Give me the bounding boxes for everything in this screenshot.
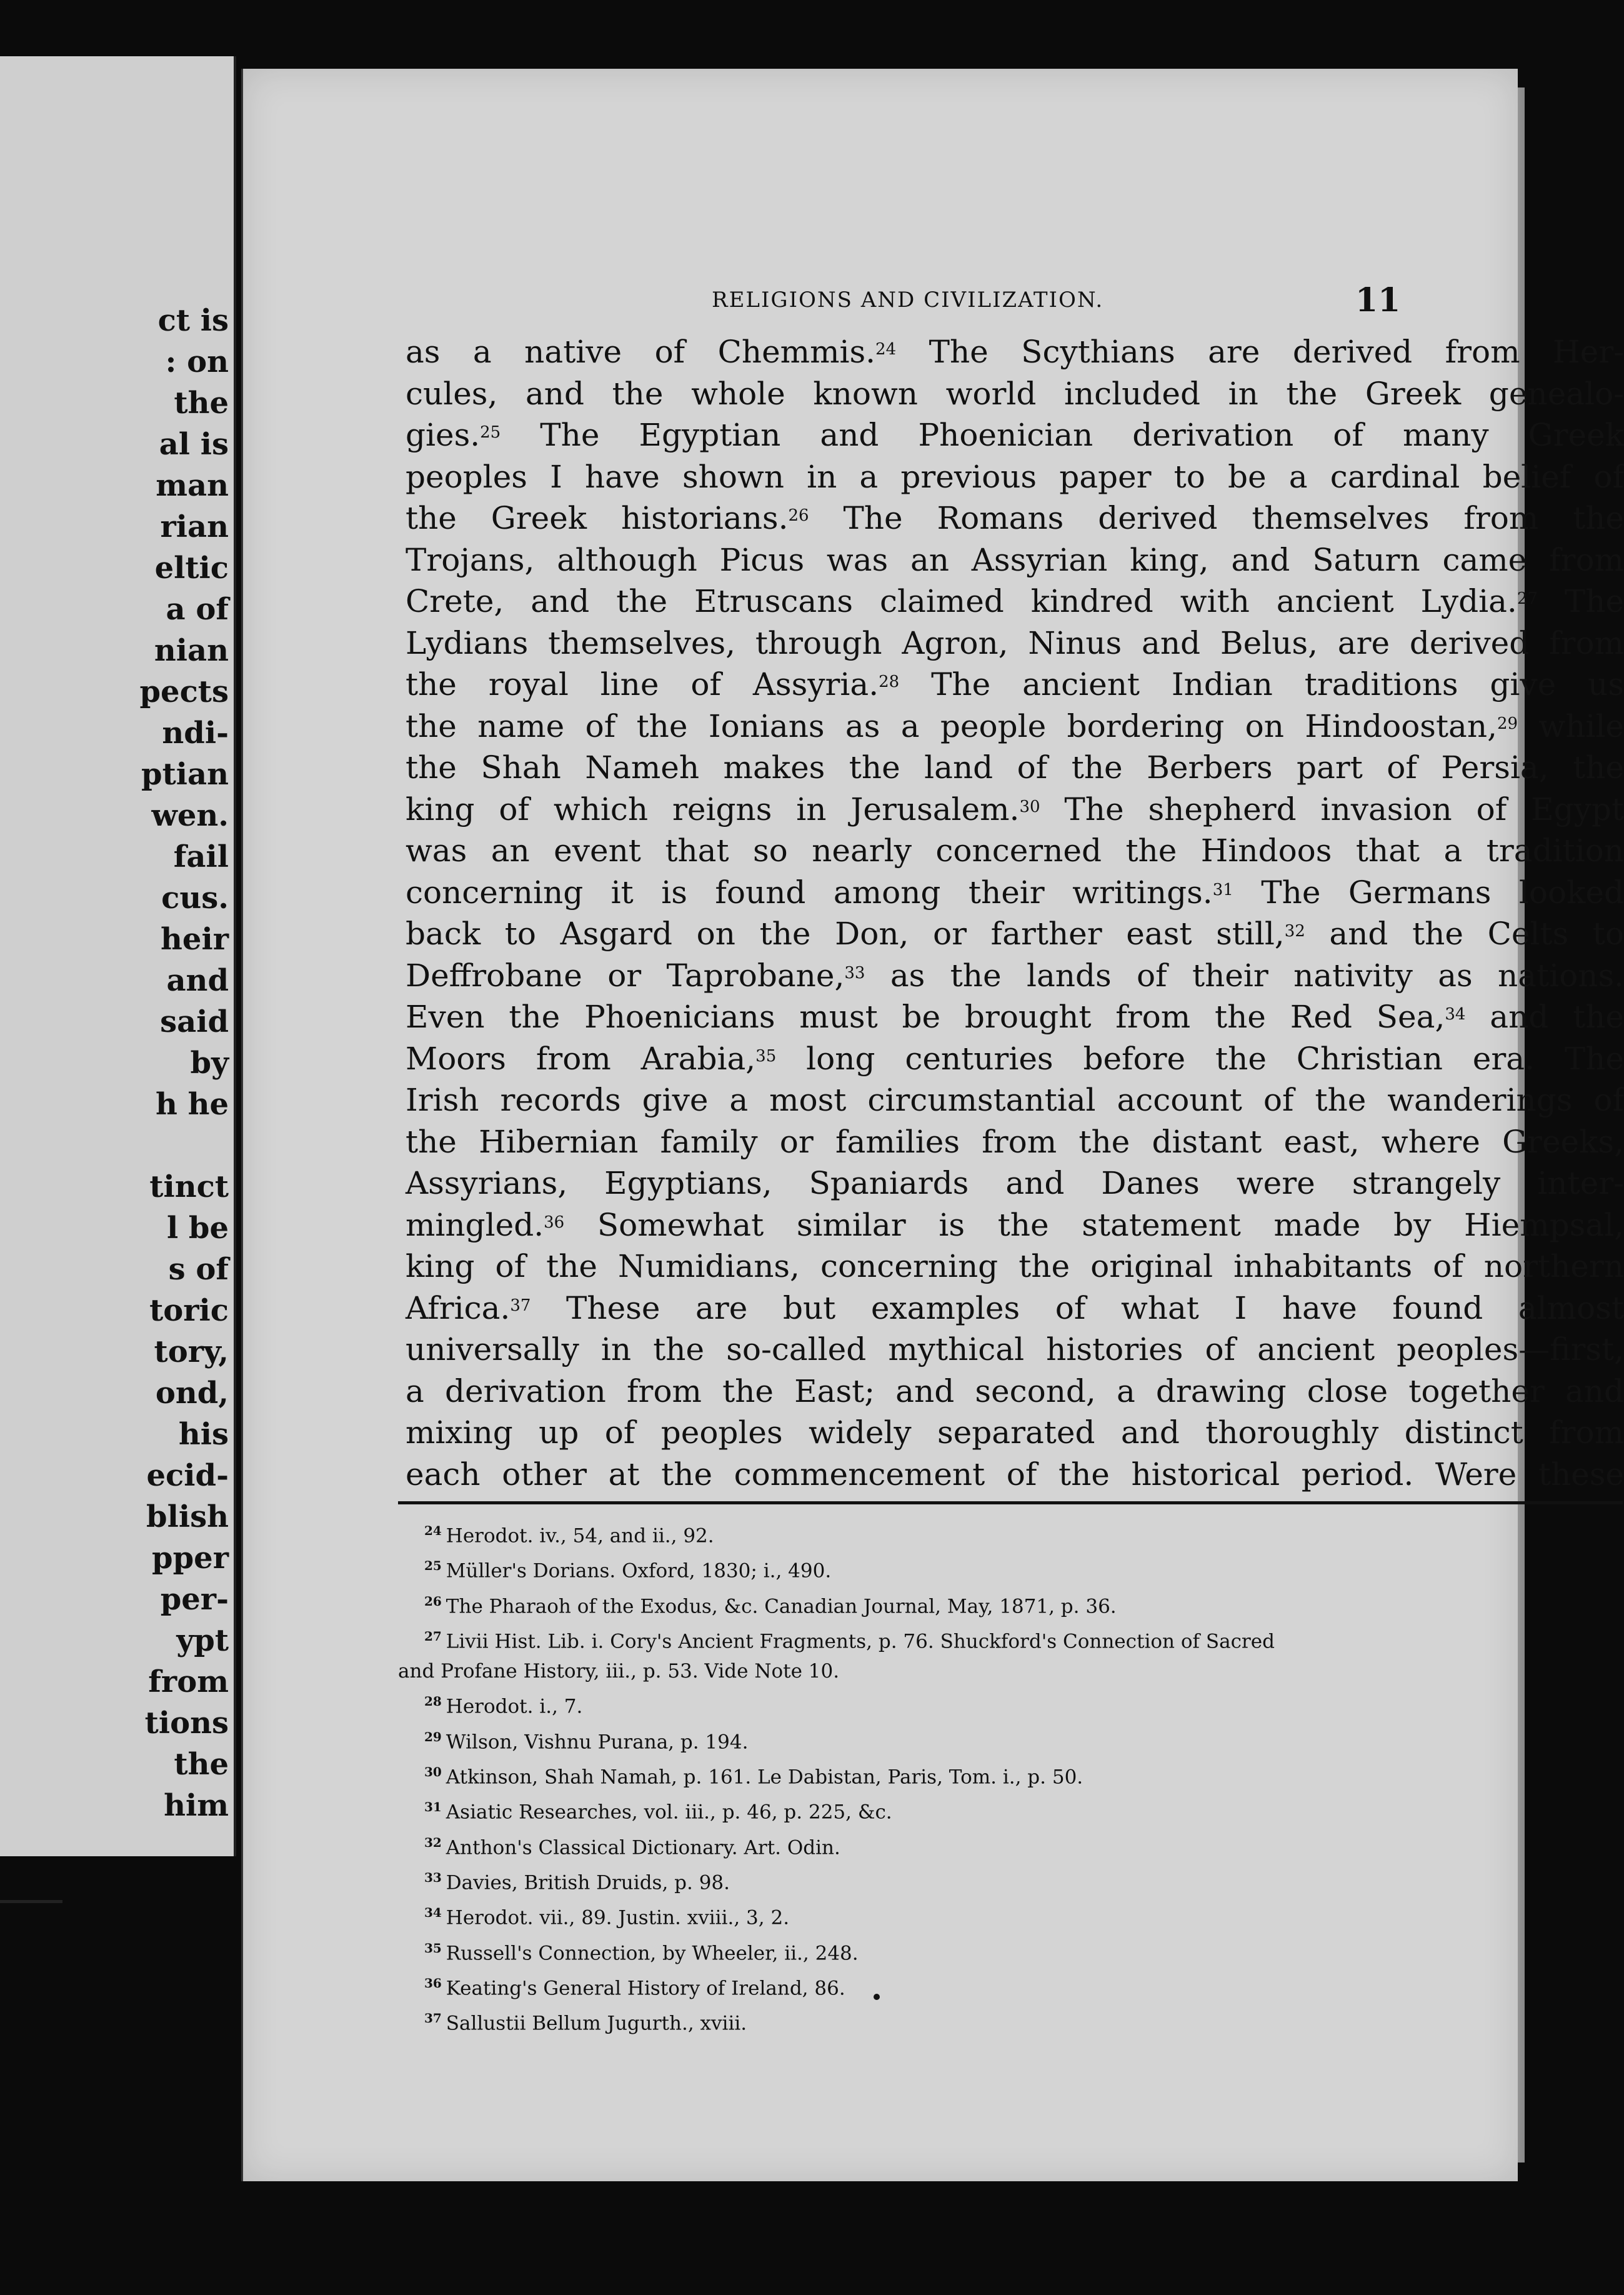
body-line: Lydians themselves, through Agron, Ninus and Belus, are derived from [406, 624, 1624, 661]
body-line: a derivation from the East; and second, a drawing close together and [406, 1372, 1624, 1409]
footnote-marker: 26 [788, 506, 809, 525]
footnote-text: The Pharaoh of the Exodus, &c. Canadian Journal, May, 1871, p. 36. [446, 1594, 1117, 1618]
left-fragment-line: : on [165, 344, 229, 379]
left-page-text-fragments [72, 300, 229, 1826]
footnote-number: 25 [424, 1558, 446, 1574]
left-fragment-line: from [148, 1664, 229, 1699]
footnote-number: 34 [424, 1905, 446, 1921]
footnote-marker: 35 [755, 1046, 777, 1066]
left-fragment-line: ypt [176, 1623, 229, 1658]
footnote [398, 1551, 1623, 1586]
left-fragment-line: him [164, 1788, 229, 1823]
footnote [398, 1898, 1623, 1932]
footnote [398, 1862, 1623, 1898]
footnote-number: 36 [424, 1975, 446, 1991]
footnote [398, 1686, 1623, 1721]
footnote [398, 1828, 1623, 1862]
footnote-number: 28 [424, 1694, 446, 1709]
left-fragment-line: nian [154, 633, 229, 668]
body-line: the name of the Ionians as a people bordering on Hindoostan,$^{29}$ while [406, 708, 1624, 744]
footnote [398, 1656, 1623, 1686]
body-line: mingled.$^{36}$ Somewhat similar is the statement made by Hiempsal, [406, 1206, 1624, 1243]
footnote-number: 29 [424, 1729, 446, 1744]
footnote-number: 24 [424, 1523, 446, 1538]
footnote [398, 1968, 1623, 2003]
body-line: mixing up of peoples widely separated and thoroughly distinct from [406, 1414, 1624, 1451]
footnote-marker: 28 [879, 672, 900, 691]
footnote-marker: 33 [844, 963, 865, 982]
body-line: Irish records give a most circumstantial account of the wanderings of [406, 1082, 1624, 1118]
body-line: peoples I have shown in a previous paper to be a cardinal belief of [406, 458, 1624, 495]
footnote-text: Herodot. i., 7. [446, 1695, 583, 1718]
footnote-marker: 34 [1445, 1005, 1466, 1024]
left-fragment-line: the [174, 386, 229, 421]
left-fragment-line: and [166, 963, 229, 998]
left-fragment-line: h he [155, 1087, 229, 1122]
left-fragment-line: by [190, 1046, 229, 1081]
footnote-text: and Profane History, iii., p. 53. Vide Note 10. [398, 1660, 840, 1683]
footnote-number: 31 [424, 1799, 446, 1815]
footnote [398, 1933, 1623, 1968]
ink-speck [874, 1994, 880, 2000]
footnote-marker: 36 [544, 1212, 565, 1232]
body-line: the royal line of Assyria.$^{28}$ The ancient Indian traditions give us [406, 666, 1624, 702]
footnote-text: Anthon's Classical Dictionary. Art. Odin. [446, 1836, 840, 1859]
body-line: gies.$^{25}$ The Egyptian and Phoenician derivation of many Greek [406, 417, 1624, 453]
footnote [398, 1586, 1623, 1621]
running-title: RELIGIONS AND CIVILIZATION. [712, 288, 1104, 312]
left-fragment-line: cus. [161, 881, 229, 916]
body-line: the Shah Nameh makes the land of the Berbers part of Persia, the [406, 749, 1624, 786]
body-line: Moors from Arabia,$^{35}$ long centuries before the Christian era. The [406, 1040, 1624, 1077]
footnote-text: Herodot. iv., 54, and ii., 92. [446, 1524, 714, 1548]
body-line: Africa.$^{37}$ These are but examples of what I have found almost [406, 1289, 1624, 1326]
body-line: back to Asgard on the Don, or farther east still,$^{32}$ and the Celts to [406, 916, 1624, 952]
left-fragment-line: per- [160, 1582, 229, 1617]
left-fragment-line: blish [146, 1499, 229, 1534]
left-fragment-line: toric [149, 1293, 229, 1328]
footnote-marker: 27 [1517, 589, 1538, 608]
page-header [243, 281, 1518, 331]
footnote-marker: 29 [1497, 714, 1518, 733]
left-fragment-line: ptian [141, 757, 229, 792]
body-line: Assyrians, Egyptians, Spaniards and Danes were strangely inter- [406, 1165, 1624, 1201]
left-fragment-line: ecid- [146, 1458, 229, 1493]
left-fragment-line: a of [166, 592, 229, 627]
footnote-text: Herodot. vii., 89. Justin. xviii., 3, 2. [446, 1906, 790, 1929]
left-fragment-line: eltic [154, 551, 229, 586]
left-fragment-line: tions [144, 1706, 229, 1741]
body-line: king of the Numidians, concerning the original inhabitants of northern [406, 1248, 1624, 1284]
left-fragment-line: man [156, 468, 229, 503]
left-fragment-line: fail [173, 839, 229, 874]
footnote-marker: 30 [1019, 797, 1040, 816]
footnote-number: 30 [424, 1764, 446, 1779]
body-line: concerning it is found among their writings.$^{31}$ The Germans looked [406, 874, 1624, 911]
left-fragment-line: the [174, 1747, 229, 1782]
footnote-marker: 32 [1284, 922, 1305, 941]
left-fragment-line: al is [159, 427, 229, 462]
footnote-number: 37 [424, 2011, 446, 2026]
footnote-marker: 37 [510, 1296, 531, 1315]
footnote [398, 1757, 1623, 1792]
left-fragment-line: pects [139, 674, 229, 709]
left-fragment-line: ndi- [162, 716, 229, 751]
left-fragment-line [72, 1125, 229, 1166]
footnotes [398, 1516, 1623, 2039]
footnote [398, 1621, 1623, 1656]
footnote-text: Sallustii Bellum Jugurth., xviii. [446, 2012, 747, 2035]
footnote-marker: 25 [480, 423, 501, 442]
body-line: each other at the commencement of the historical period. Were these [406, 1456, 1624, 1492]
footnote-marker: 24 [875, 340, 897, 359]
footnote [398, 1722, 1623, 1757]
footnote-text: Atkinson, Shah Namah, p. 161. Le Dabistan, Paris, Tom. i., p. 50. [446, 1766, 1083, 1789]
footnote-number: 26 [424, 1593, 446, 1609]
left-fragment-line: ct is [157, 303, 229, 338]
footnote-number: 32 [424, 1834, 446, 1850]
left-fragment-line: said [160, 1004, 229, 1039]
body-text [406, 331, 1624, 1495]
body-line: Even the Phoenicians must be brought from the Red Sea,$^{34}$ and the [406, 999, 1624, 1035]
footnote-rule [398, 1501, 1623, 1504]
body-line: the Hibernian family or families from the distant east, where Greeks, [406, 1123, 1624, 1160]
body-line: Deffrobane or Taprobane,$^{33}$ as the lands of their nativity as nations. [406, 957, 1624, 994]
page-number: 11 [1355, 281, 1401, 319]
footnote-text: Davies, British Druids, p. 98. [446, 1871, 730, 1894]
left-fragment-line: heir [161, 922, 229, 957]
left-fragment-line: rian [160, 509, 229, 544]
footnote [398, 1792, 1623, 1827]
left-fragment-line: tinct [149, 1169, 229, 1204]
body-line: universally in the so-called mythical histories of ancient peoples—first, [406, 1331, 1624, 1368]
left-footnote-rule [0, 1900, 62, 1903]
footnote-text: Livii Hist. Lib. i. Cory's Ancient Fragments, p. 76. Shuckford's Connection of Sacred [446, 1630, 1275, 1653]
left-fragment-line: s of [168, 1252, 229, 1287]
right-page [241, 69, 1624, 2181]
left-fragment-line: l be [166, 1211, 229, 1246]
footnote-marker: 31 [1212, 880, 1233, 899]
footnote-number: 27 [424, 1628, 446, 1644]
footnote-text: Keating's General History of Ireland, 86. [446, 1977, 845, 2000]
body-line: the Greek historians.$^{26}$ The Romans derived themselves from the [406, 500, 1624, 536]
body-line: as a native of Chemmis.$^{24}$ The Scythians are derived from Her- [406, 334, 1624, 370]
footnote-number: 35 [424, 1940, 446, 1956]
footnote-text: Russell's Connection, by Wheeler, ii., 248. [446, 1941, 859, 1964]
footnote-text: Asiatic Researches, vol. iii., p. 46, p. 225, &c. [446, 1801, 892, 1824]
body-line: king of which reigns in Jerusalem.$^{30}$ The shepherd invasion of Egypt [406, 791, 1624, 828]
body-line: Crete, and the Etruscans claimed kindred with ancient Lydia.$^{27}$ The [406, 583, 1624, 619]
left-fragment-line: pper [152, 1541, 229, 1576]
left-page [0, 56, 236, 1856]
left-fragment-line: tory, [154, 1334, 229, 1369]
footnote-text: Müller's Dorians. Oxford, 1830; i., 490. [446, 1559, 832, 1582]
left-fragment-line: wen. [151, 798, 229, 833]
footnote-number: 33 [424, 1869, 446, 1885]
footnote [398, 1516, 1623, 1551]
body-line: cules, and the whole known world included in the Greek genealo- [406, 375, 1624, 412]
body-line: was an event that so nearly concerned the Hindoos that a tradition [406, 832, 1624, 869]
left-fragment-line: ond, [155, 1376, 229, 1411]
footnote-text: Wilson, Vishnu Purana, p. 194. [446, 1730, 749, 1753]
left-fragment-line: his [178, 1417, 229, 1452]
footnote [398, 2003, 1623, 2038]
body-line: Trojans, although Picus was an Assyrian king, and Saturn came from [406, 541, 1624, 578]
